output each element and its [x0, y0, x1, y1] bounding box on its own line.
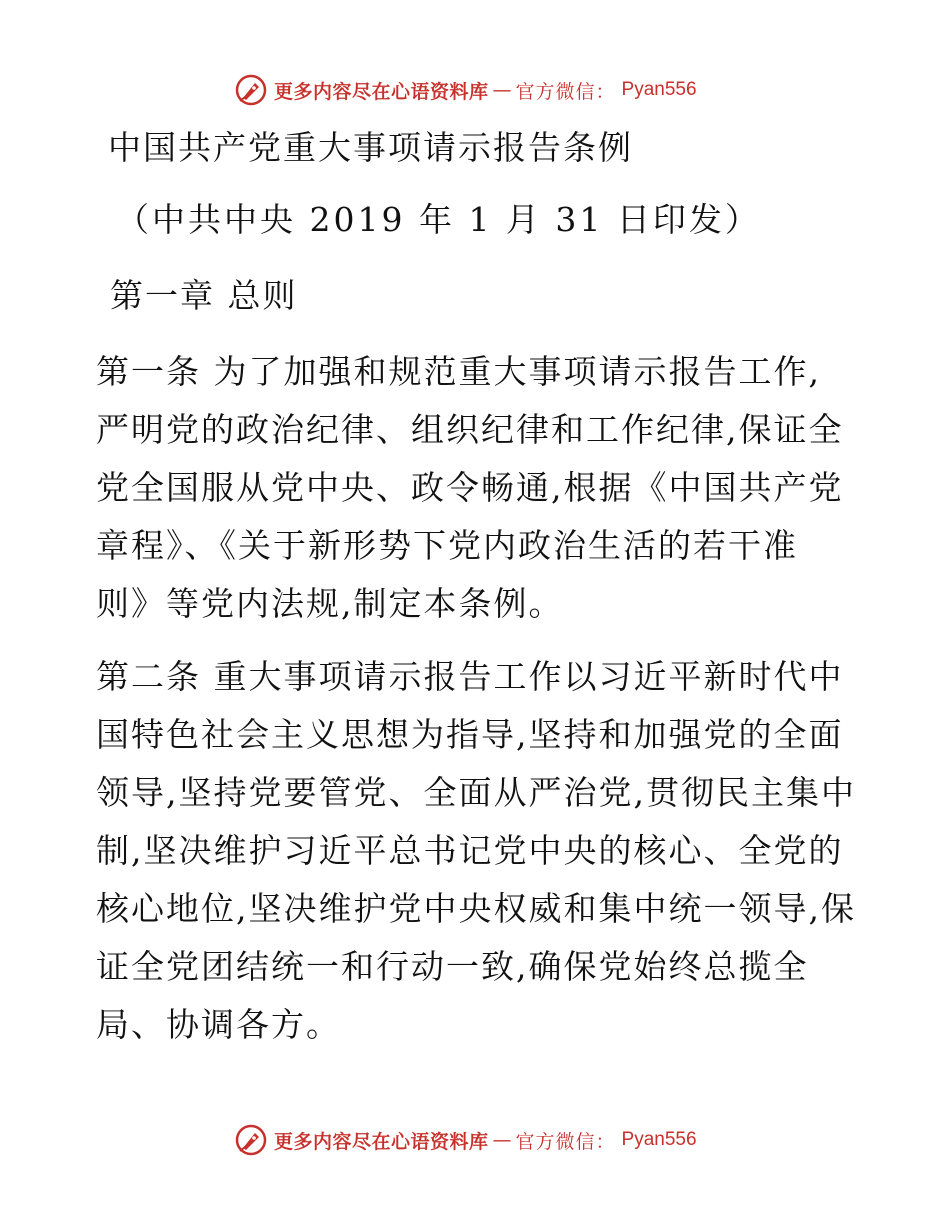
- paragraph-line: 严明党的政治纪律、组织纪律和工作纪律,保证全: [96, 410, 844, 449]
- paragraph-line: 局、协调各方。: [96, 1005, 341, 1044]
- footer-watermark-banner: [234, 1120, 714, 1160]
- banner-wechat-label: 官方微信：: [515, 80, 616, 103]
- paragraph-line: 领导,坚持党要管党、全面从严治党,贯彻民主集中: [96, 773, 856, 812]
- banner-wechat-id: Pyan556: [621, 79, 697, 100]
- banner-site-text: 更多内容尽在心语资料库: [274, 1130, 489, 1153]
- banner-site-text: 更多内容尽在心语资料库: [274, 80, 489, 103]
- paragraph-line: 国特色社会主义思想为指导,坚持和加强党的全面: [96, 715, 844, 754]
- paragraph-line: 制,坚决维护习近平总书记党中央的核心、全党的: [96, 831, 844, 870]
- header-watermark-banner: [234, 70, 714, 110]
- article-2-paragraph: [96, 648, 856, 1054]
- paragraph-line: 则》等党内法规,制定本条例。: [96, 584, 564, 623]
- chapter-heading: 第一章 总则: [110, 276, 298, 315]
- paragraph-line: 党全国服从党中央、政令畅通,根据《中国共产党: [96, 468, 844, 507]
- paragraph-line: 第二条 重大事项请示报告工作以习近平新时代中: [96, 657, 844, 696]
- paragraph-line: 章程》、《关于新形势下党内政治生活的若干准: [96, 526, 798, 565]
- paragraph-line: 第一条 为了加强和规范重大事项请示报告工作,: [96, 352, 821, 391]
- document-title: 中国共产党重大事项请示报告条例: [108, 128, 633, 167]
- pen-nib-logo-icon: [234, 73, 268, 107]
- banner-separator: —: [492, 79, 512, 101]
- banner-wechat-label: 官方微信：: [515, 1130, 616, 1153]
- document-subtitle: （中共中央 2019 年 1 月 31 日印发）: [116, 200, 761, 239]
- paragraph-line: 证全党团结统一和行动一致,确保党始终总揽全: [96, 947, 809, 986]
- pen-nib-logo-icon: [234, 1123, 268, 1157]
- paragraph-line: 核心地位,坚决维护党中央权威和集中统一领导,保: [96, 889, 856, 928]
- banner-separator: —: [492, 1129, 512, 1151]
- banner-wechat-id: Pyan556: [621, 1129, 697, 1150]
- article-1-paragraph: [96, 343, 856, 633]
